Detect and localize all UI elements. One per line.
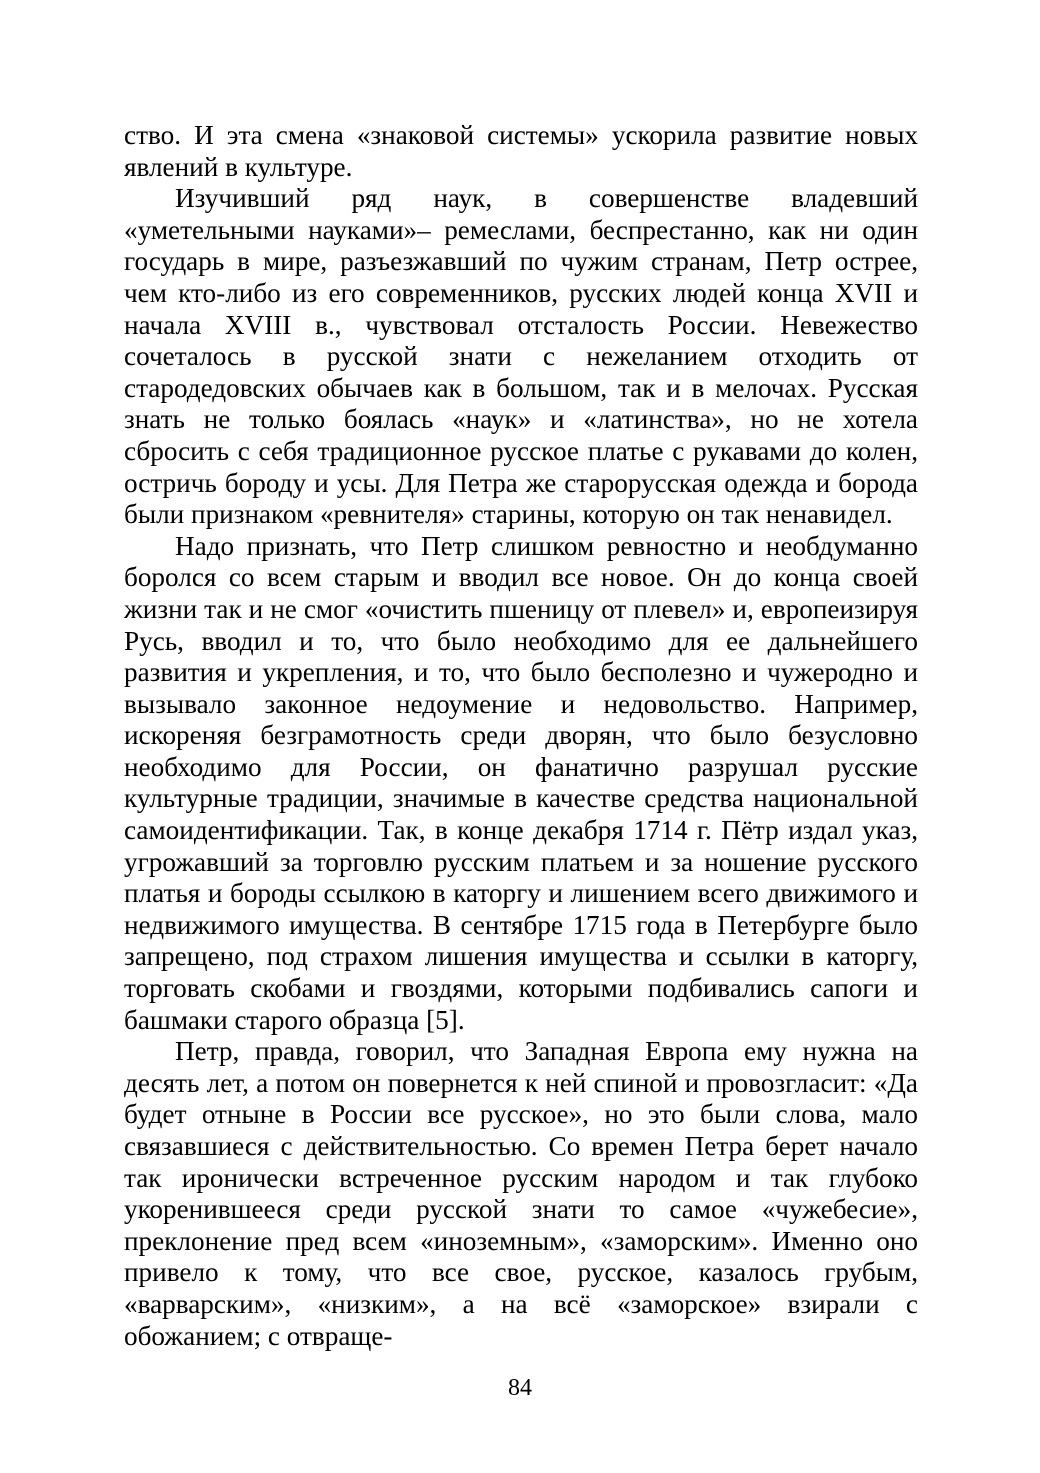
paragraph-2: Изучивший ряд наук, в совершенстве владевший «уметельными науками»– ремеслами, беспрестанно, как ни один государь в мире, разъезжавший по чужим странам, Петр острее, чем кто-либо из его современников, русских людей конца XVII и начала XVIII в., чувствовал отсталость России. Невежество сочеталось в русской знати с нежеланием отходить от стародедовских обычаев как в большом, так и в мелочах. Русская знать не только боялась «наук» и «латинства», но не хотела сбросить с себя традиционное русское платье с рукавами до колен, остричь бороду и усы. Для Петра же старорусская одежда и борода были признаком «ревнителя» старины, которую он так ненавидел.: [124, 183, 918, 530]
paragraph-4: Петр, правда, говорил, что Западная Европа ему нужна на десять лет, а потом он повернется к ней спиной и провозгласит: «Да будет отныне в России все русское», но это были слова, мало связавшиеся с действительностью. Со времен Петра берет начало так иронически встреченное русским народом и так глубоко укоренившееся среди русской знати то самое «чужебесие», преклонение пред всем «иноземным», «заморским». Именно оно привело к тому, что все свое, русское, казалось грубым, «варварским», «низким», а на всё «заморское» взирали с обожанием; с отвраще-: [124, 1036, 918, 1351]
paragraph-3: Надо признать, что Петр слишком ревностно и необдуманно боролся со всем старым и вводил все новое. Он до конца своей жизни так и не смог «очистить пшеницу от плевел» и, европеизируя Русь, вводил и то, что было необходимо для ее дальнейшего развития и укрепления, и то, что было бесполезно и чужеродно и вызывало законное недоумение и недовольство. Например, искореняя безграмотность среди дворян, что было безусловно необходимо для России, он фанатично разрушал русские культурные традиции, значимые в качестве средства национальной самоидентификации. Так, в конце декабря 1714 г. Пётр издал указ, угрожавший за торговлю русским платьем и за ношение русского платья и бороды ссылкою в каторгу и лишением всего движимого и недвижимого имущества. В сентябре 1715 года в Петербурге было запрещено, под страхом лишения имущества и ссылки в каторгу, торговать скобами и гвоздями, которыми подбивались сапоги и башмаки старого образца [5].: [124, 530, 918, 1035]
paragraph-1: ство. И эта смена «знаковой системы» ускорила развитие новых явлений в культуре.: [124, 120, 918, 182]
page-body: [124, 120, 918, 1352]
page-number: 84: [508, 1375, 532, 1401]
